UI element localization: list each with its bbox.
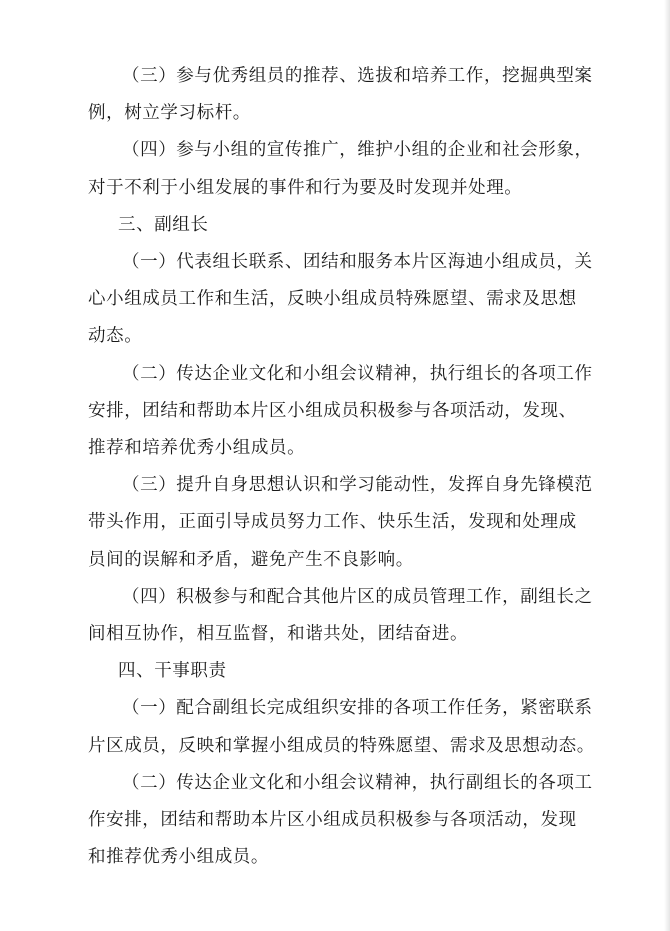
text-line: 例，树立学习标杆。	[88, 103, 251, 124]
paragraph-p8	[88, 765, 593, 877]
text-line: 间相互协作，相互监督，和谐共处，团结奋进。	[88, 624, 469, 645]
text-line: （三）参与优秀组员的推荐、选拔和培养工作，挖掘典型案	[122, 66, 593, 86]
text-line: 作安排，团结和帮助本片区小组成员积极参与各项活动，发现	[88, 810, 577, 831]
text-line: 安排，团结和帮助本片区小组成员积极参与各项活动，发现、	[88, 400, 577, 421]
text-line: 片区成员，反映和掌握小组成员的特殊愿望、需求及思想动态。	[88, 735, 595, 756]
heading-line: 四、干事职责	[118, 661, 227, 682]
paragraph-p1	[88, 58, 593, 132]
section-heading-staff-duties	[88, 653, 588, 690]
text-line: 心小组成员工作和生活，反映小组成员特殊愿望、需求及思想	[88, 289, 577, 310]
text-line: 和推荐优秀小组成员。	[88, 847, 269, 868]
text-line: （三）提升自身思想认识和学习能动性，发挥自身先锋模范	[122, 475, 593, 496]
paragraph-p5	[88, 467, 593, 579]
text-line: 推荐和培养优秀小组成员。	[88, 438, 306, 459]
text-line: （四）参与小组的宣传推广，维护小组的企业和社会形象，	[122, 140, 593, 161]
document-body	[88, 58, 595, 876]
text-line: 带头作用，正面引导成员努力工作、快乐生活，发现和处理成	[88, 512, 577, 533]
text-line: （一）代表组长联系、团结和服务本片区海迪小组成员，关	[122, 252, 593, 273]
text-line: 对于不利于小组发展的事件和行为要及时发现并处理。	[88, 177, 523, 198]
paragraph-p7	[88, 690, 595, 764]
text-line: （一）配合副组长完成组织安排的各项工作任务，紧密联系	[122, 698, 593, 719]
paragraph-p6	[88, 579, 593, 653]
paragraph-p4	[88, 356, 593, 468]
text-line: 员间的误解和矛盾，避免产生不良影响。	[88, 549, 414, 570]
paragraph-p3	[88, 244, 593, 356]
heading-line: 三、副组长	[118, 214, 209, 235]
text-line: （二）传达企业文化和小组会议精神，执行组长的各项工作	[122, 363, 593, 384]
page-edge-shadow	[664, 0, 670, 931]
text-line: 动态。	[88, 326, 143, 347]
section-heading-vice-leader	[88, 207, 588, 244]
text-line: （四）积极参与和配合其他片区的成员管理工作，副组长之	[122, 586, 593, 607]
paragraph-p2	[88, 132, 593, 206]
text-line: （二）传达企业文化和小组会议精神，执行副组长的各项工	[122, 772, 593, 793]
